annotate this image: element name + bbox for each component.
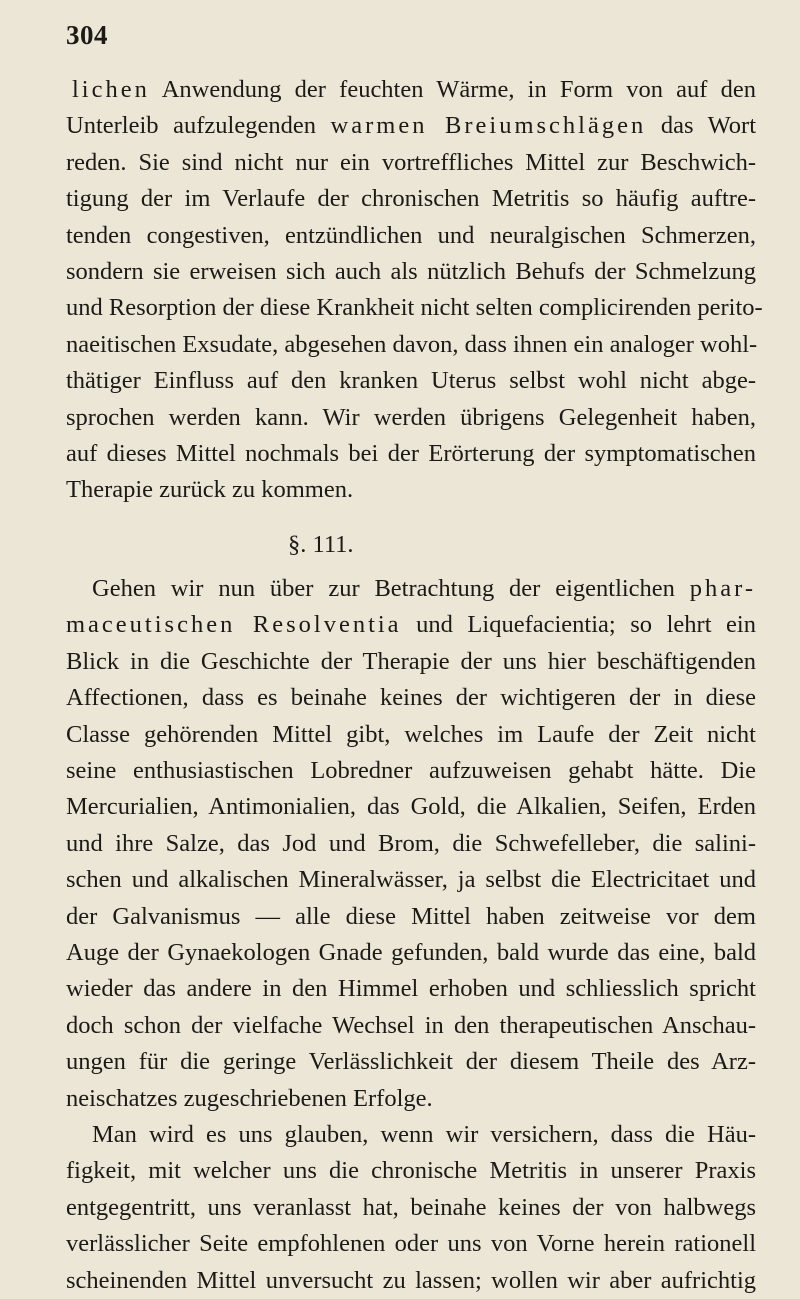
text-line: Man wird es uns glauben, wenn wir versichern, dass die Häu- (92, 1120, 756, 1148)
text-line: der Galvanismus — alle diese Mittel haben zeitweise vor dem (66, 902, 756, 930)
text-line: und Resorption der diese Krankheit nicht selten complicirenden perito- (66, 294, 763, 322)
text-line: und ihre Salze, das Jod und Brom, die Schwefelleber, die salini- (66, 829, 756, 857)
text-line: ungen für die geringe Verlässlichkeit der diesem Theile des Arz- (66, 1048, 756, 1076)
text-line: verlässlicher Seite empfohlenen oder uns von Vorne herein rationell (66, 1230, 756, 1258)
text-line: thätiger Einfluss auf den kranken Uterus selbst wohl nicht abge- (66, 367, 756, 395)
text-line: sondern sie erweisen sich auch als nützlich Behufs der Schmelzung (66, 257, 756, 285)
text-line: naeitischen Exsudate, abgesehen davon, dass ihnen ein analoger wohl- (66, 330, 758, 358)
text-line: Therapie zurück zu kommen. (66, 476, 354, 504)
text-line: tigung der im Verlaufe der chronischen Metritis so häufig auftre- (66, 185, 756, 213)
text-line: entgegentritt, uns veranlasst hat, beinahe keines der von halbwegs (66, 1193, 756, 1221)
text-line: scheinenden Mittel unversucht zu lassen; wollen wir aber aufrichtig (66, 1266, 756, 1294)
body-text (66, 72, 763, 1299)
text-line: Classe gehörenden Mittel gibt, welches im Laufe der Zeit nicht (66, 720, 756, 748)
text-line: reden. Sie sind nicht nur ein vortreffliches Mittel zur Beschwich- (66, 148, 756, 176)
text-line: figkeit, mit welcher uns die chronische Metritis in unserer Praxis (66, 1157, 756, 1185)
text-line: Mercurialien, Antimonialien, das Gold, die Alkalien, Seifen, Erden (66, 793, 756, 821)
text-line: seine enthusiastischen Lobredner aufzuweisen gehabt hätte. Die (66, 757, 756, 785)
text-line: neischatzes zugeschriebenen Erfolge. (66, 1084, 433, 1112)
text-line: Unterleib aufzulegenden warmen Breiumschlägen das Wort (66, 112, 756, 140)
text-line: sprochen werden kann. Wir werden übrigens Gelegenheit haben, (66, 403, 756, 431)
text-line: Gehen wir nun über zur Betrachtung der eigentlichen phar- (92, 575, 756, 603)
text-line: doch schon der vielfache Wechsel in den therapeutischen Anschau- (66, 1011, 756, 1039)
paragraph-2 (66, 571, 756, 1117)
text-line: lichen Anwendung der feuchten Wärme, in Form von auf den (72, 76, 756, 103)
section-heading: §. 111. (288, 530, 354, 558)
paragraph-1 (66, 72, 763, 509)
paragraph-3 (66, 1117, 756, 1299)
text-line: Auge der Gynaekologen Gnade gefunden, bald wurde das eine, bald (66, 938, 756, 966)
page-number: 304 (66, 20, 108, 50)
text-line: maceutischen Resolventia und Liquefacientia; so lehrt ein (66, 611, 756, 639)
text-line: Affectionen, dass es beinahe keines der wichtigeren der in diese (66, 684, 756, 712)
text-line: wieder das andere in den Himmel erhoben und schliesslich spricht (66, 975, 756, 1003)
text-line: Blick in die Geschichte der Therapie der uns hier beschäftigenden (66, 647, 756, 675)
text-line: schen und alkalischen Mineralwässer, ja selbst die Electricitaet und (66, 866, 756, 894)
text-line: tenden congestiven, entzündlichen und neuralgischen Schmerzen, (66, 221, 756, 249)
text-line: auf dieses Mittel nochmals bei der Erörterung der symptomatischen (66, 439, 756, 467)
